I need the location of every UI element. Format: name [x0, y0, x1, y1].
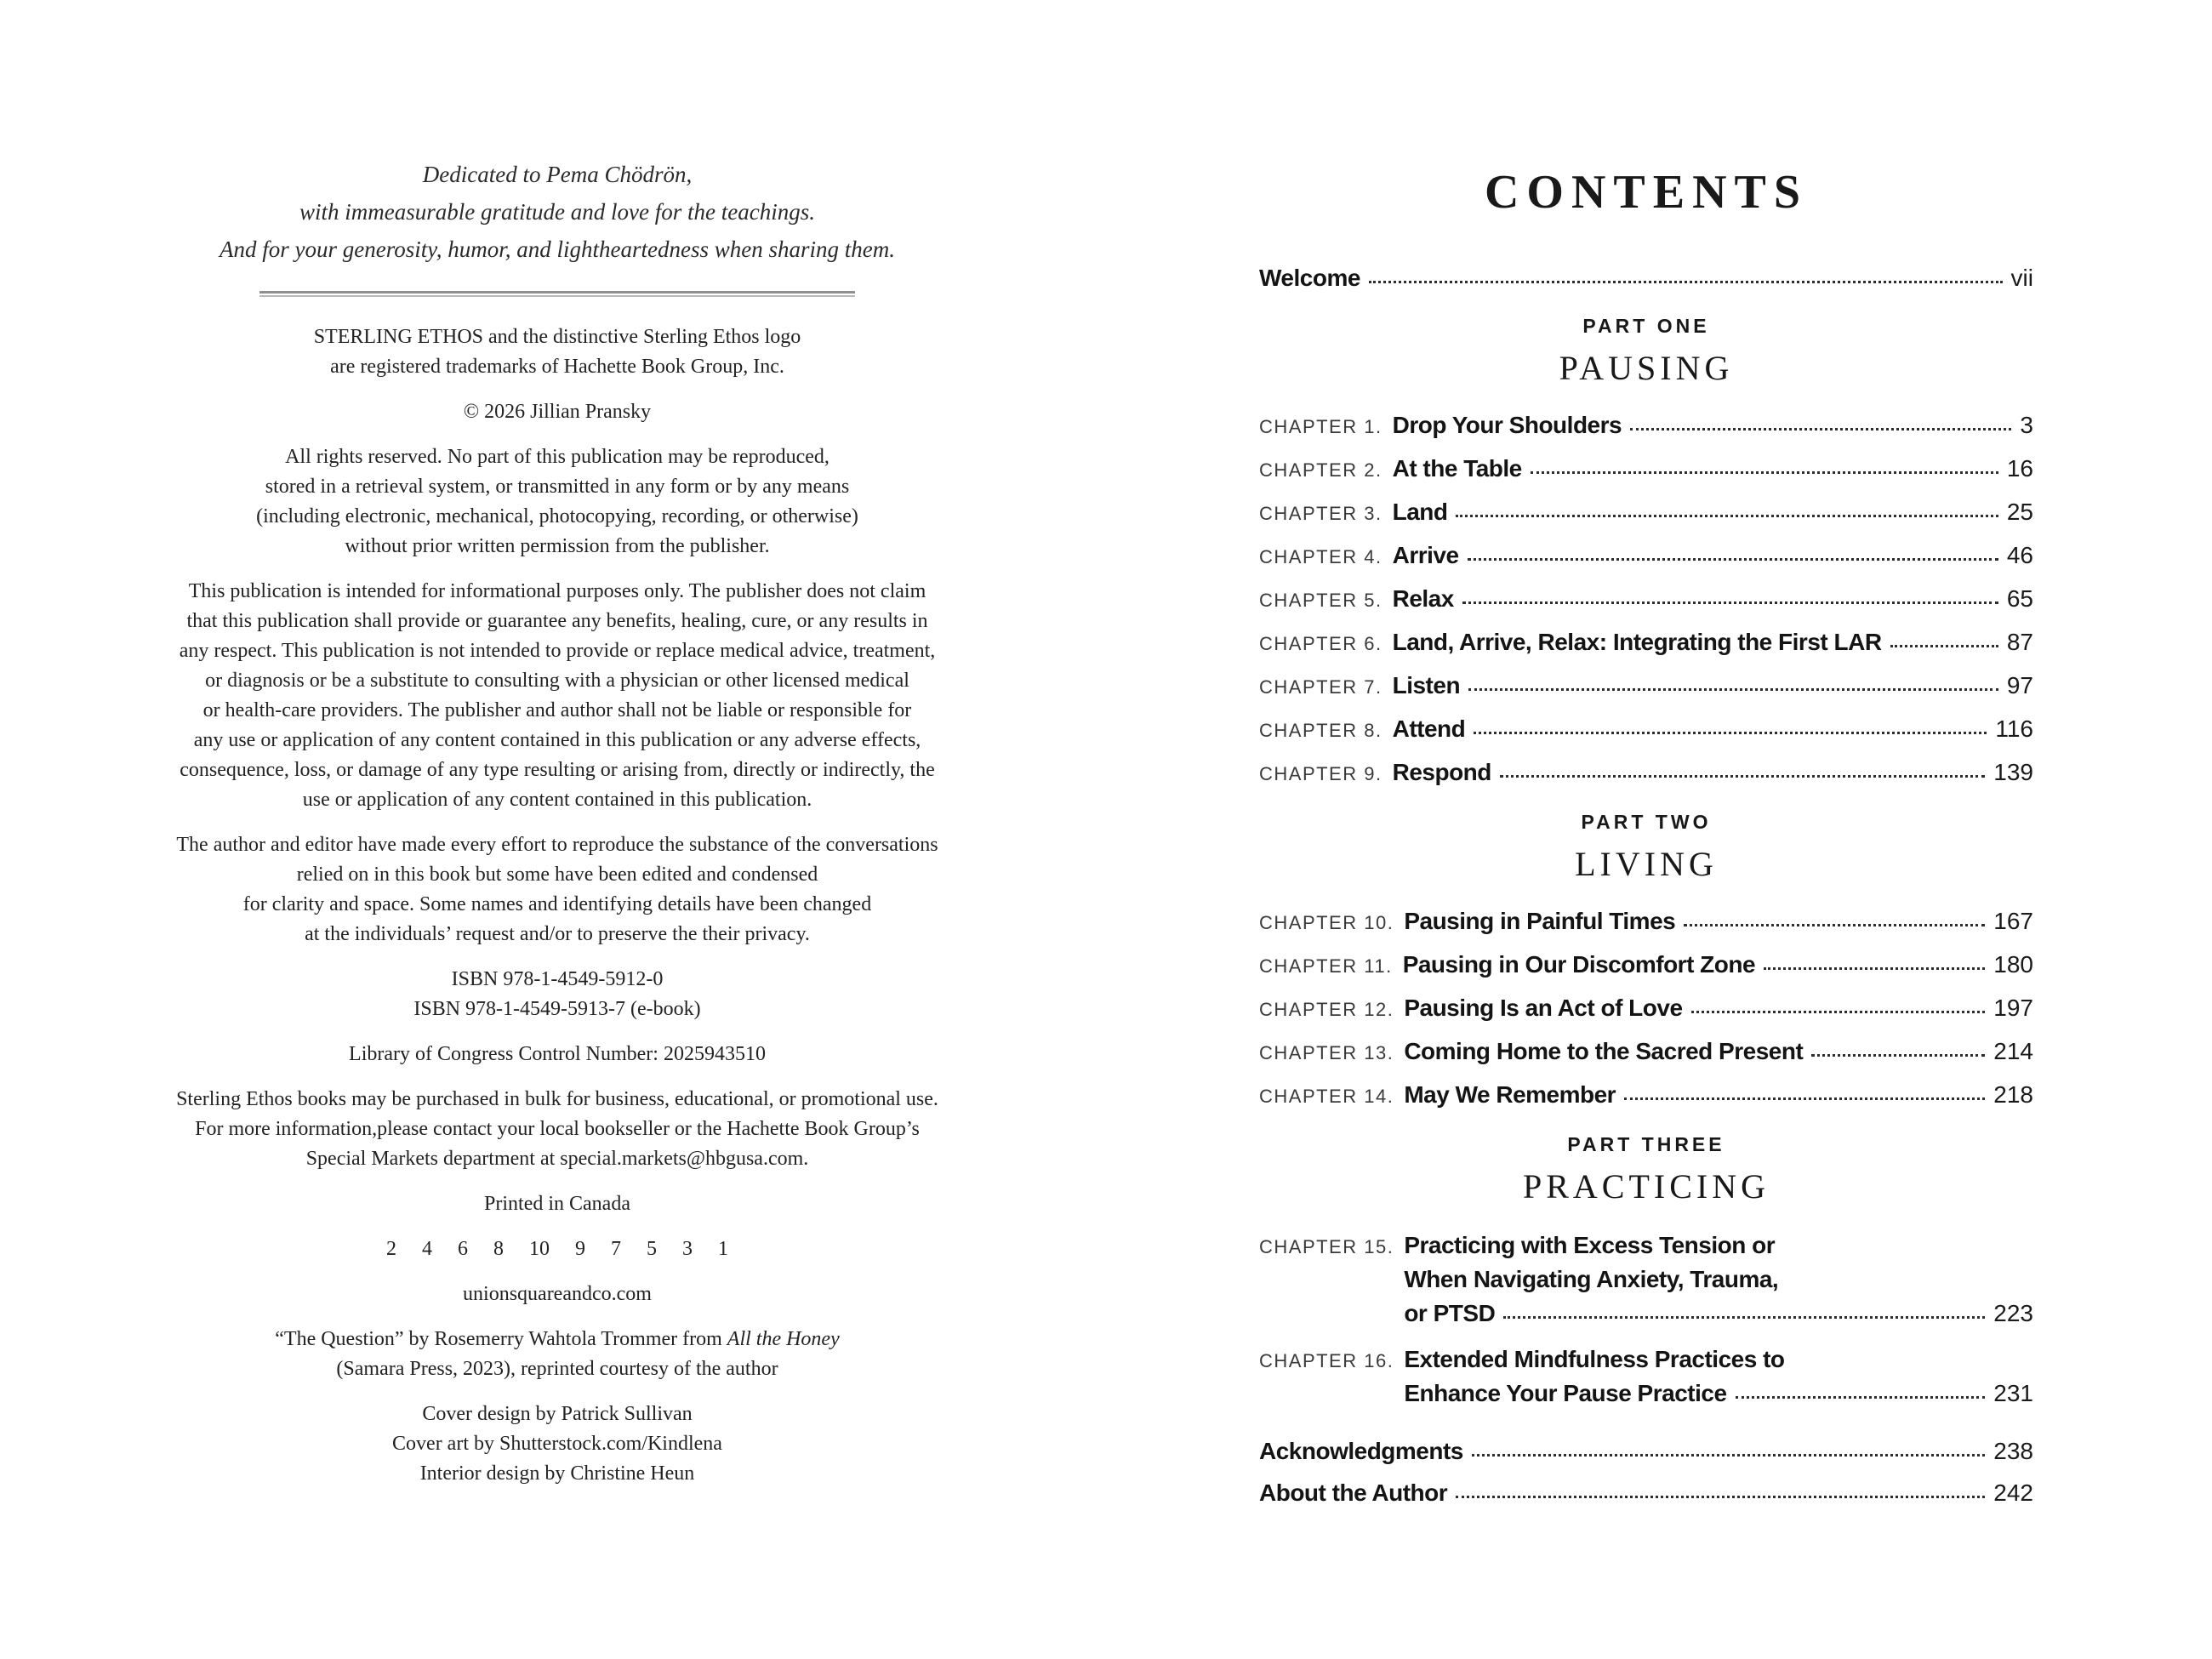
part-name: LIVING: [1575, 845, 1718, 883]
isbn-line: ISBN 978-1-4549-5913-7 (e-book): [413, 998, 701, 1020]
chapter-label: CHAPTER 9.: [1259, 763, 1382, 784]
credit-line: Interior design by Christine Heun: [419, 1462, 695, 1485]
dot-leader: [1474, 732, 1987, 734]
chapter-title: Pausing in Our Discomfort Zone: [1402, 951, 1756, 978]
part-label: PART THREE: [1567, 1133, 1725, 1155]
toc-entry: [1259, 627, 2033, 658]
chapter-title-line: Enhance Your Pause Practice: [1404, 1380, 1727, 1406]
toc-entry: [1259, 993, 2033, 1024]
dot-leader: [1630, 428, 2011, 430]
disclaimer-line: any use or application of any content contained in this publication or any adverse effects,: [193, 729, 921, 751]
toc-entry: [1259, 1036, 2033, 1068]
contents-page: [1259, 166, 2033, 1519]
toc-entry: [1259, 1229, 2033, 1331]
bulk-line: Special Markets department at special.markets@hbgusa.com.: [305, 1148, 809, 1170]
chapter-title-line: Practicing with Excess Tension or: [1404, 1232, 1776, 1258]
dot-leader: [1472, 1454, 1985, 1457]
dedication-line: with immeasurable gratitude and love for the teachings.: [299, 199, 815, 225]
chapter-label: CHAPTER 12.: [1259, 999, 1394, 1020]
toc-back-matter: [1259, 1436, 2033, 1508]
toc-part-three: [1259, 1132, 2033, 1411]
page-number: 97: [2006, 672, 2033, 698]
copyright-line: [77, 397, 1038, 427]
chapter-label: CHAPTER 3.: [1259, 503, 1382, 524]
chapter-title: Drop Your Shoulders: [1392, 412, 1622, 438]
page-number: 242: [1993, 1479, 2033, 1506]
page-number: 214: [1993, 1038, 2033, 1064]
dot-leader: [1462, 601, 1998, 604]
part-name: PRACTICING: [1522, 1167, 1770, 1206]
page-number: 25: [2006, 499, 2033, 525]
poem-credit-book-title: All the Honey: [727, 1328, 840, 1350]
dot-leader: [1811, 1054, 1985, 1057]
part-label: PART TWO: [1581, 811, 1712, 833]
dedication-line: Dedicated to Pema Chödrön,: [422, 162, 693, 187]
chapter-title: Coming Home to the Sacred Present: [1404, 1038, 1804, 1064]
chapter-label: CHAPTER 2.: [1259, 459, 1382, 481]
rights-line: stored in a retrieval system, or transmitted in any form or by any means: [265, 476, 850, 498]
page-number: 3: [2020, 412, 2033, 438]
chapter-title: Arrive: [1392, 542, 1459, 568]
bulk-purchase-note: [77, 1085, 1038, 1174]
dot-leader: [1456, 1496, 1985, 1498]
editorial-line: at the individuals’ request and/or to preserve the their privacy.: [305, 923, 810, 945]
printers-key: [77, 1234, 1038, 1264]
editorial-line: for clarity and space. Some names and identifying details have been changed: [242, 893, 872, 915]
dedication: [77, 156, 1038, 268]
dot-leader: [1531, 471, 1998, 474]
chapter-label: CHAPTER 5.: [1259, 590, 1382, 611]
part-label: PART ONE: [1582, 315, 1710, 337]
chapter-label: CHAPTER 7.: [1259, 676, 1382, 698]
toc-entry: [1259, 453, 2033, 485]
chapter-title-line: When Navigating Anxiety, Trauma,: [1404, 1266, 1779, 1292]
rights-line: without prior written permission from the publisher.: [345, 535, 770, 557]
credit-line: Cover design by Patrick Sullivan: [422, 1403, 693, 1425]
trademark-note: [77, 322, 1038, 382]
lccn-text: Library of Congress Control Number: 2025943510: [349, 1043, 766, 1065]
chapter-label: CHAPTER 14.: [1259, 1086, 1394, 1107]
chapter-label: CHAPTER 6.: [1259, 633, 1382, 654]
disclaimer-line: any respect. This publication is not intended to provide or replace medical advice, treatment,: [179, 640, 936, 662]
toc-entry: [1259, 540, 2033, 572]
chapter-label: CHAPTER 4.: [1259, 546, 1382, 567]
copyright-text: © 2026 Jillian Pransky: [463, 401, 652, 423]
publisher-website: [77, 1280, 1038, 1309]
toc-entry: [1259, 584, 2033, 615]
toc-entry: [1259, 906, 2033, 938]
toc-entry-title: About the Author: [1259, 1479, 1448, 1506]
medical-disclaimer: [77, 577, 1038, 815]
toc-entry: [1259, 714, 2033, 745]
editorial-line: The author and editor have made every effort to reproduce the substance of the conversations: [176, 834, 938, 856]
chapter-title: May We Remember: [1404, 1081, 1616, 1108]
dot-leader: [1736, 1396, 1986, 1399]
dot-leader: [1468, 688, 1998, 691]
chapter-title: Pausing Is an Act of Love: [1404, 995, 1683, 1021]
credit-line: Cover art by Shutterstock.com/Kindlena: [392, 1433, 722, 1455]
chapter-title: Respond: [1392, 759, 1491, 785]
dot-leader: [1624, 1097, 1985, 1100]
dot-leader: [1890, 645, 1998, 647]
dot-leader: [1456, 515, 1998, 517]
toc-entry-title: Acknowledgments: [1259, 1438, 1463, 1464]
page-number: 16: [2006, 455, 2033, 482]
chapter-title: Relax: [1392, 585, 1454, 612]
disclaimer-line: consequence, loss, or damage of any type resulting or arising from, directly or indirectly, the: [180, 759, 935, 781]
poem-credit-line: [77, 1325, 1038, 1354]
isbn-line: ISBN 978-1-4549-5912-0: [451, 968, 664, 990]
toc-entry-welcome: [1259, 263, 2033, 293]
chapter-label: CHAPTER 1.: [1259, 416, 1382, 437]
chapter-label: CHAPTER 8.: [1259, 720, 1382, 741]
copyright-page: [77, 156, 1038, 1504]
toc-entry: [1259, 670, 2033, 702]
toc-entry-about-the-author: [1259, 1478, 2033, 1508]
toc-entry: [1259, 949, 2033, 981]
page-number: 65: [2006, 585, 2033, 612]
toc-entry: [1259, 757, 2033, 789]
dot-leader: [1503, 1316, 1985, 1319]
toc-entry-title: Welcome: [1259, 265, 1360, 291]
page-number: 218: [1993, 1081, 2033, 1108]
toc-entry: [1259, 497, 2033, 528]
poem-credit-text: “The Question” by Rosemerry Wahtola Trommer from: [275, 1328, 727, 1350]
poem-credit-line: (Samara Press, 2023), reprinted courtesy of the author: [336, 1358, 778, 1380]
chapter-label: CHAPTER 16.: [1259, 1350, 1394, 1371]
rights-notice: [77, 442, 1038, 562]
chapter-title: Pausing in Painful Times: [1404, 908, 1676, 934]
contents-title: CONTENTS: [1484, 166, 1809, 219]
chapter-title: Attend: [1392, 715, 1466, 742]
disclaimer-line: that this publication shall provide or guarantee any benefits, healing, cure, or any results in: [186, 610, 928, 632]
toc-entry: [1259, 1080, 2033, 1111]
toc-part-two: [1259, 809, 2033, 1111]
page-number: 87: [2006, 629, 2033, 655]
printed-in-text: Printed in Canada: [484, 1193, 630, 1215]
page-number: 223: [1993, 1300, 2033, 1326]
page-number: 116: [1995, 715, 2033, 742]
dedication-line: And for your generosity, humor, and lightheartedness when sharing them.: [219, 237, 895, 262]
bulk-line: Sterling Ethos books may be purchased in bulk for business, educational, or promotional use.: [176, 1088, 938, 1110]
page-number: 46: [2006, 542, 2033, 568]
toc-part-one: [1259, 313, 2033, 789]
bulk-line: For more information,please contact your local bookseller or the Hachette Book Group’s: [195, 1118, 920, 1140]
dot-leader: [1468, 558, 1998, 561]
poem-credit: [77, 1325, 1038, 1384]
editorial-line: relied on in this book but some have been edited and condensed: [296, 864, 818, 886]
chapter-label: CHAPTER 13.: [1259, 1042, 1394, 1063]
dot-leader: [1684, 924, 1985, 926]
part-name: PAUSING: [1559, 349, 1734, 387]
lccn-line: [77, 1040, 1038, 1069]
chapter-title: Listen: [1392, 672, 1461, 698]
page-number: 238: [1993, 1438, 2033, 1464]
chapter-title-line: or PTSD: [1404, 1300, 1496, 1326]
page-number: 139: [1993, 759, 2033, 785]
chapter-label: CHAPTER 10.: [1259, 912, 1394, 933]
printed-in-line: [77, 1189, 1038, 1219]
chapter-title: Land, Arrive, Relax: Integrating the First LAR: [1392, 629, 1882, 655]
isbn-block: [77, 965, 1038, 1024]
disclaimer-line: or health-care providers. The publisher and author shall not be liable or responsible for: [202, 699, 912, 721]
disclaimer-line: use or application of any content contained in this publication.: [302, 789, 812, 811]
dot-leader: [1764, 967, 1985, 970]
chapter-label: CHAPTER 11.: [1259, 955, 1393, 977]
page-number: 231: [1993, 1380, 2033, 1406]
publisher-website-text: unionsquareandco.com: [463, 1283, 652, 1305]
dot-leader: [1500, 775, 1985, 778]
design-credits: [77, 1400, 1038, 1489]
disclaimer-line: This publication is intended for informational purposes only. The publisher does not claim: [188, 580, 926, 602]
chapter-title-line: Extended Mindfulness Practices to: [1404, 1346, 1785, 1372]
trademark-line: STERLING ETHOS and the distinctive Sterling Ethos logo: [313, 326, 801, 348]
page-number: 197: [1993, 995, 2033, 1021]
chapter-title: Land: [1392, 499, 1448, 525]
toc-entry: [1259, 410, 2033, 442]
printers-key-text: 2 4 6 8 10 9 7 5 3 1: [386, 1238, 728, 1260]
toc-entry-acknowledgments: [1259, 1436, 2033, 1466]
dot-leader: [1369, 281, 2003, 283]
chapter-label: CHAPTER 15.: [1259, 1236, 1394, 1257]
rights-line: All rights reserved. No part of this publication may be reproduced,: [285, 446, 830, 468]
disclaimer-line: or diagnosis or be a substitute to consulting with a physician or other licensed medical: [205, 670, 909, 692]
page-number: 167: [1993, 908, 2033, 934]
chapter-title: At the Table: [1392, 455, 1522, 482]
page-number: 180: [1993, 951, 2033, 978]
page-number: vii: [2010, 265, 2033, 291]
rights-line: (including electronic, mechanical, photocopying, recording, or otherwise): [256, 505, 858, 527]
editorial-note: [77, 830, 1038, 949]
dot-leader: [1691, 1011, 1986, 1013]
trademark-line: are registered trademarks of Hachette Book Group, Inc.: [330, 356, 784, 378]
toc-entry: [1259, 1343, 2033, 1411]
divider-rule: [259, 291, 855, 297]
